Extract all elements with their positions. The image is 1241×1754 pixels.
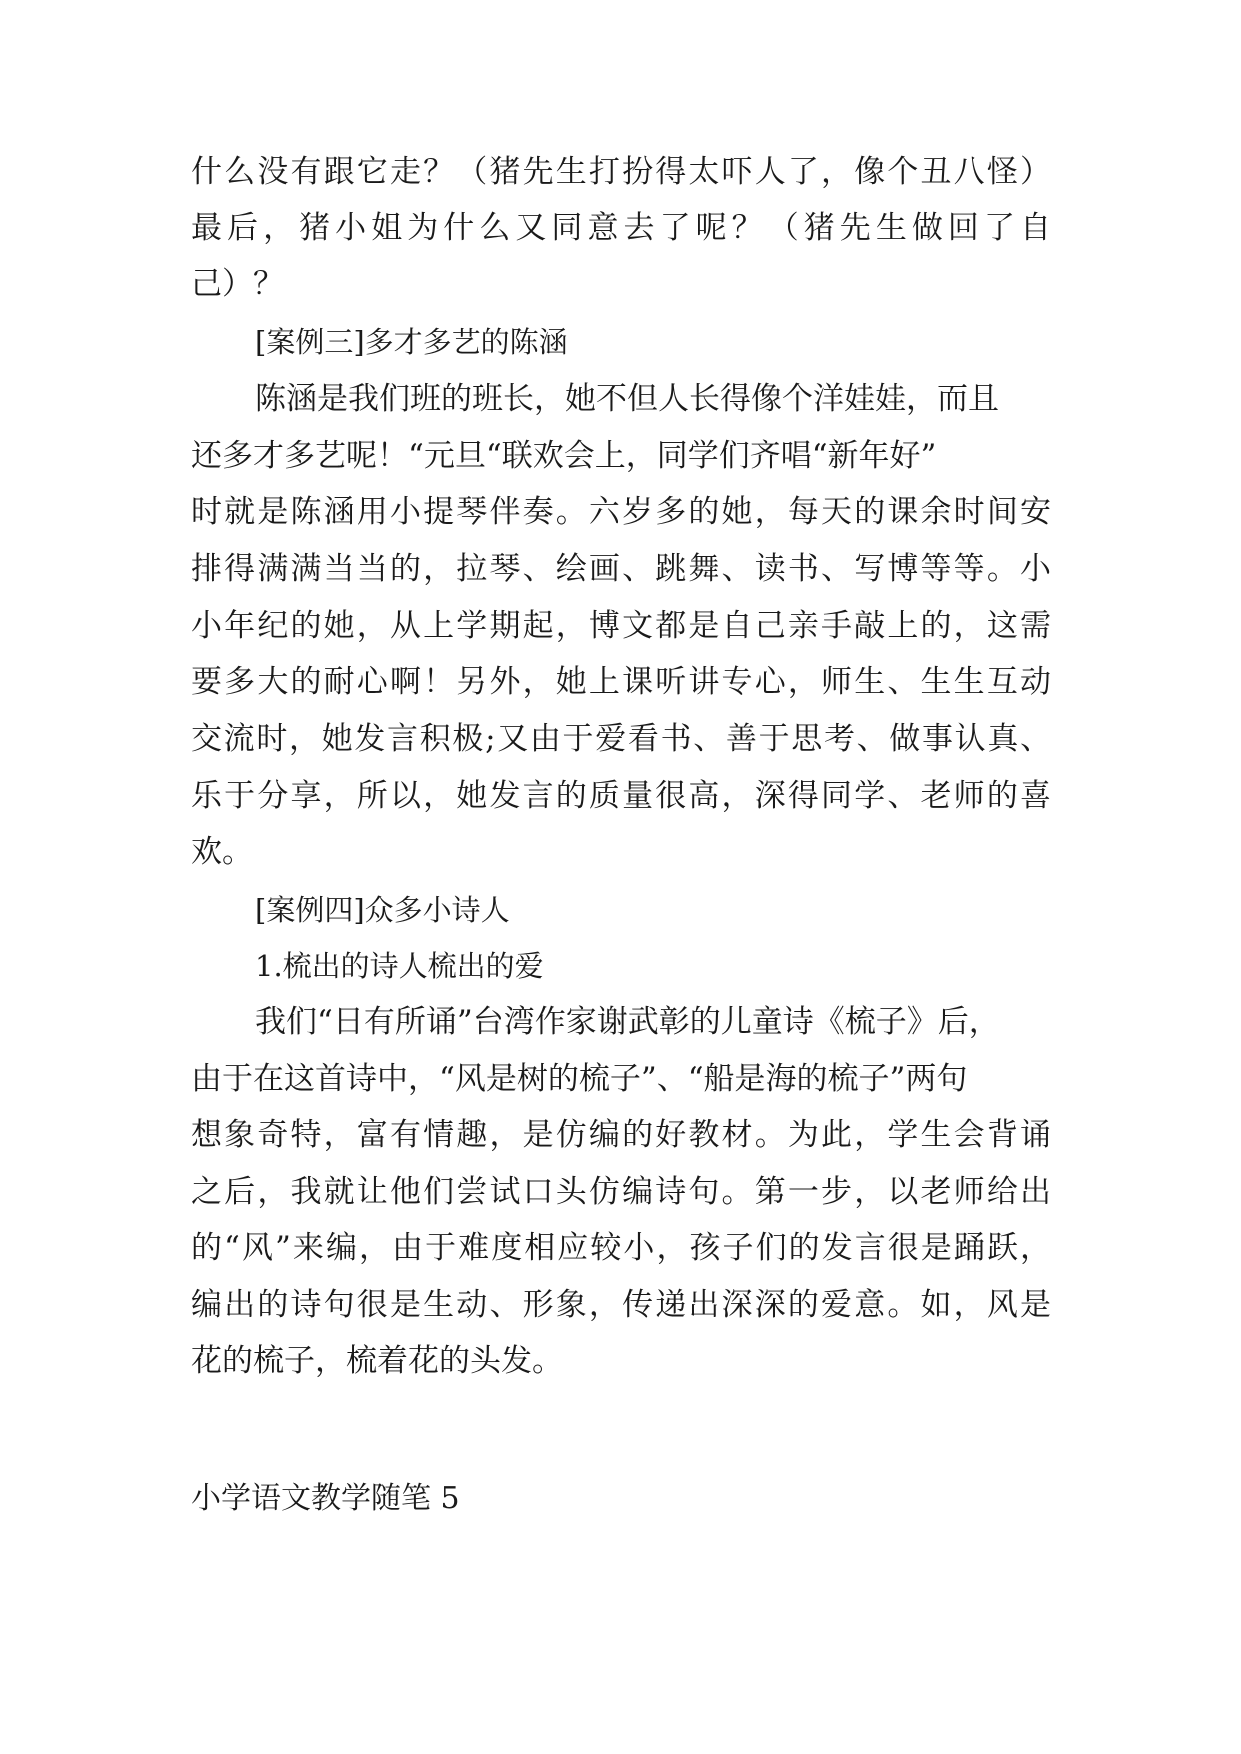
- case-four-heading: [案例四]众多小诗人: [255, 893, 510, 927]
- text-line-3: 己）？: [191, 266, 284, 302]
- text-line-19: 之后，我就让他们尝试口头仿编诗句。第一步，以老师给出: [191, 1174, 1051, 1210]
- text-line-9: 小年纪的她，从上学期起，博文都是自己亲手敲上的，这需: [191, 608, 1051, 644]
- case-three-heading: [案例三]多才多艺的陈涵: [255, 325, 568, 359]
- text-line-6: 还多才多艺呢！“元旦“联欢会上，同学们齐唱“新年好”: [191, 438, 937, 474]
- text-line-16: 我们“日有所诵”台湾作家谢武彰的儿童诗《梳子》后，: [255, 1004, 1000, 1040]
- text-line-22: 花的梳子，梳着花的头发。: [191, 1343, 563, 1379]
- text-line-1: 什么没有跟它走？（猪先生打扮得太吓人了，像个丑八怪）: [191, 154, 1051, 190]
- text-line-5: 陈涵是我们班的班长，她不但人长得像个洋娃娃，而且: [255, 381, 999, 417]
- section-title: 小学语文教学随笔 5: [191, 1481, 460, 1516]
- text-line-11: 交流时，她发言积极;又由于爱看书、善于思考、做事认真、: [191, 721, 1051, 757]
- text-line-8: 排得满满当当的，拉琴、绘画、跳舞、读书、写博等等。小: [191, 551, 1051, 587]
- text-line-13: 欢。: [191, 834, 253, 870]
- text-line-20: 的“风”来编，由于难度相应较小，孩子们的发言很是踊跃，: [191, 1230, 1051, 1266]
- text-line-10: 要多大的耐心啊！另外，她上课听讲专心，师生、生生互动: [191, 664, 1051, 700]
- text-line-21: 编出的诗句很是生动、形象，传递出深深的爱意。如，风是: [191, 1287, 1051, 1323]
- text-line-2: 最后，猪小姐为什么又同意去了呢？（猪先生做回了自: [191, 210, 1051, 246]
- subsection-heading: 1.梳出的诗人梳出的爱: [255, 949, 544, 983]
- text-line-12: 乐于分享，所以，她发言的质量很高，深得同学、老师的喜: [191, 778, 1051, 814]
- text-line-17: 由于在这首诗中，“风是树的梳子”、“船是海的梳子”两句: [191, 1061, 968, 1097]
- text-line-7: 时就是陈涵用小提琴伴奏。六岁多的她，每天的课余时间安: [191, 494, 1051, 530]
- text-line-18: 想象奇特，富有情趣，是仿编的好教材。为此，学生会背诵: [191, 1117, 1051, 1153]
